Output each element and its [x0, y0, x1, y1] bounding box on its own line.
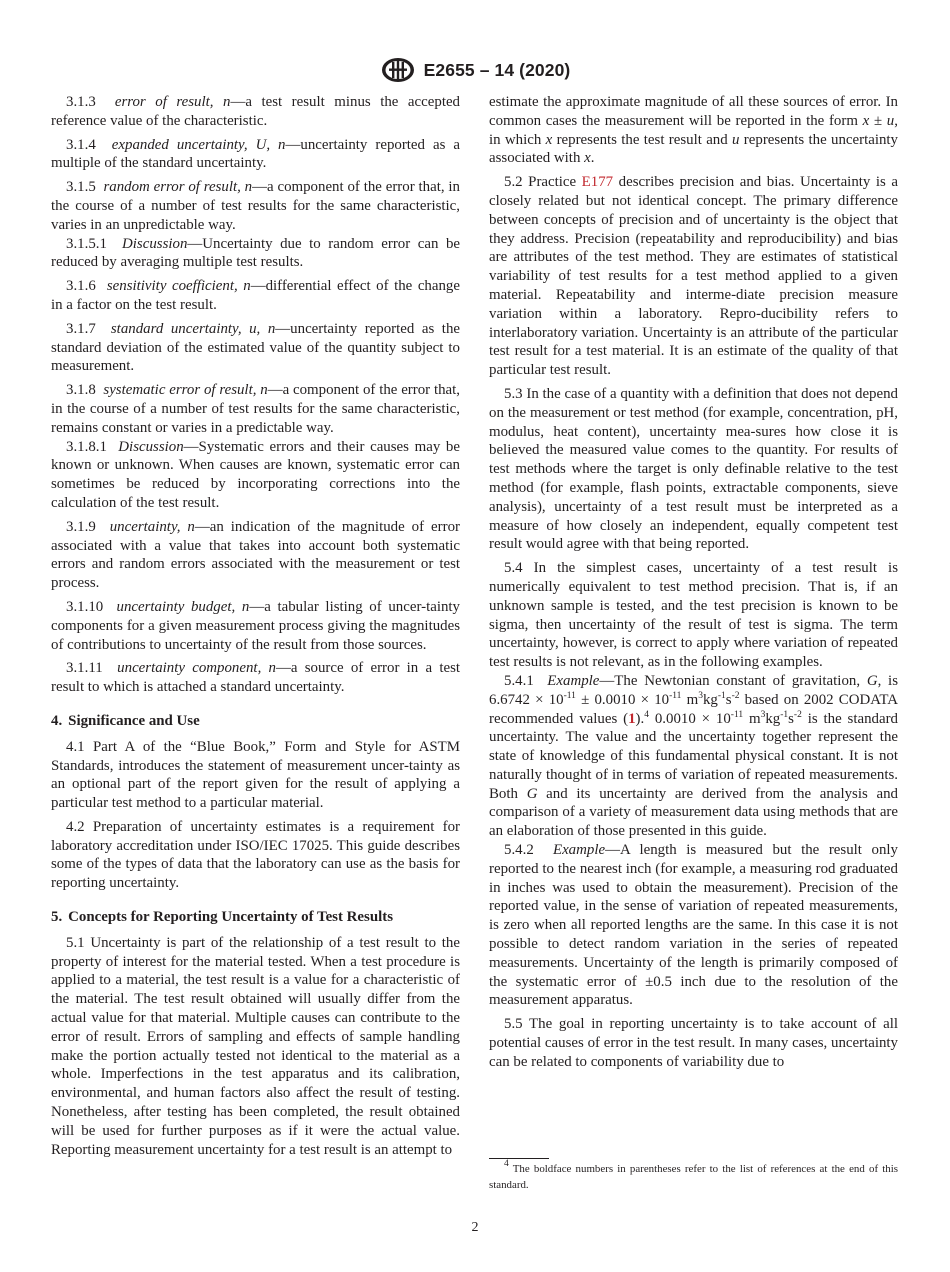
paragraph-5-3: 5.3 In the case of a quantity with a definition that does not depend on the measurement or test method (for example, concentration, pH, modulus, heat content), uncertainty mea-sures how close it is believed the measured value comes to the quantity. For results of test methods where the target is only definable relative to the test method (for example, flash points, extractable components, sieve analysis), uncertainty of a test result must be interpreted as a measure of how closely an independent, equally competent test result would agree with that being reported.: [489, 385, 898, 553]
definition-3-1-6: 3.1.6 sensitivity coefficient, n—differential effect of the change in a factor on the test result.: [51, 278, 460, 313]
paragraph-5-4: 5.4 In the simplest cases, uncertainty of a test result is numerically equivalent to test method precision. That is, if an unknown sample is tested, and the test precision is known to be sigma, then uncertainty of the result of test is sigma. The term uncertainty, however, is correct to apply where variation of repeated test results is not relevant, as in the following examples.: [489, 560, 898, 671]
definition-3-1-8: 3.1.8 systematic error of result, n—a component of the error that, in the course of a number of test results for the same characteristic, remains constant or varies in a predictable way.: [51, 382, 460, 436]
definition-3-1-4: 3.1.4 expanded uncertainty, U, n—uncertainty reported as a multiple of the standard uncertainty.: [51, 136, 460, 172]
left-column: [51, 93, 460, 1159]
definition-3-1-9: 3.1.9 uncertainty, n—an indication of the magnitude of error associated with a value that takes into account both systematic errors and random errors associated with the measurement or test process.: [51, 518, 460, 592]
paragraph-5-1-continued: estimate the approximate magnitude of all these sources of error. In common cases the measurement will be reported in the form x ± u, in which x represents the test result and u represents the uncertainty associated with x.: [489, 94, 899, 167]
paragraph-4-2: 4.2 Preparation of uncertainty estimates is a requirement for laboratory accreditation under ISO/IEC 17025. This guide describes some of the types of data that the laboratory can use as the basis for reporting uncertainty.: [51, 818, 460, 892]
definition-3-1-3: 3.1.3 error of result, n—a test result minus the accepted reference value of the characteristic.: [51, 94, 461, 129]
paragraph-5-4-1: 5.4.1 Example—The Newtonian constant of gravitation, G, is $6.6742 \times 10^{-11} \pm 0.0010 \times 10^{-11}$ $m^3kg^{-1}s^{-2}$ based on 2002 CODATA recommended values (1).$^4$ $0.0010 \times 10^{-11}$ $m^3kg^{-1}s^{-2}$ is the standard uncertainty. The value and the uncertainty together represent the state of knowledge of this fundamental physical constant. It is not naturally thought of in terms of variation of repeated measurements. Both G and its uncertainty are derived from the analysis and comparison of a variety of measurement data using methods that are an elaboration of those presented in this guide.: [489, 672, 899, 840]
definition-3-1-11: 3.1.11 uncertainty component, n—a source of error in a test result to which is attached a standard uncertainty.: [51, 660, 460, 696]
footnote-4-marker: 4: [644, 709, 649, 720]
definition-3-1-10: 3.1.10 uncertainty budget, n—a tabular listing of uncer-tainty components for a given measurement process giving the magnitudes of contributions to uncertainty of the result from those sources.: [51, 598, 460, 653]
definition-3-1-8-1: 3.1.8.1 Discussion—Systematic errors and their causes may be known or unknown. When causes are known, systematic error can sometimes be reduced by incorporating corrections into the calculation of the test result.: [51, 438, 460, 511]
footnote-4: $^4$ The boldface numbers in parentheses refer to the list of references at the end of this standard.: [489, 1159, 898, 1191]
e177-reference-link[interactable]: E177: [581, 174, 614, 191]
definition-3-1-5-1: 3.1.5.1 Discussion—Uncertainty due to random error can be reduced by averaging multiple test results.: [51, 235, 460, 271]
page-number: 2: [471, 1220, 479, 1235]
paragraph-5-2: 5.2 Practice E177 describes precision and bias. Uncertainty is a closely related but not identical concept. The primary difference between concepts of precision and of uncertainty is the object that they address. Precision (repeatability and reproducibility) and bias are attributes of the test method. They are estimates of statistical variability of test results for a test method applied to a given material. Repeatability and interme-diate precision measure variation within a laboratory. Repro-ducibility refers to interlaboratory variation. Uncertainty is an attribute of the particular test result for a test material. It is an estimate of the quality of that particular test result.: [489, 174, 898, 379]
section-5-heading: 5. Concepts for Reporting Uncertainty of Test Results: [51, 909, 393, 926]
astm-logo-icon: [380, 57, 416, 83]
paragraph-5-5: 5.5 The goal in reporting uncertainty is to take account of all potential causes of error in the test result. In many cases, uncertainty can be related to components of variability due to: [489, 1016, 898, 1070]
reference-1-link[interactable]: 1: [628, 710, 636, 727]
section-4-heading: 4. Significance and Use: [51, 712, 200, 729]
paragraph-5-1: 5.1 Uncertainty is part of the relationship of a test result to the property of interest for the material tested. When a test procedure is applied to a material, the test result is a value for a characteristic of the material. The test result obtained will usually differ from the actual value for that material. Multiple causes can contribute to the error of result. Errors of sampling and effects of sample handling make the portion actually tested not identical to the material as a whole. Imperfections in the test apparatus and its calibration, environmental, and human factors also affect the result of testing. Nonetheless, after testing has been completed, the result obtained will be used for further purposes as if it were the actual value. Reporting measurement uncertainty for a test result is an attempt to: [51, 934, 460, 1158]
page-header: [0, 56, 950, 84]
footnote-divider: [489, 1158, 549, 1159]
paragraph-5-4-2: 5.4.2 Example—A length is measured but the result only reported to the nearest inch (for example, a measuring rod graduated in inches was used to obtain the measurement). Precision of the reported value, in the sense of variation of repeated measurements, is zero when all reported lengths are the same. In this case it is not possible to detect random variation in the series of repeated measurements. Uncertainty of the length is primarily composed of the systematic error of ±0.5 inch due to the resolution of the measurement apparatus.: [489, 842, 898, 1009]
paragraph-4-1: 4.1 Part A of the “Blue Book,” Form and Style for ASTM Standards, introduces the statement of measurement uncer-tainty as an optional part of the report given for the result of applying a particular test method to a particular material.: [51, 738, 460, 812]
document-designation: E2655 – 14 (2020): [423, 59, 571, 80]
definition-3-1-5: 3.1.5 random error of result, n—a component of the error that, in the course of a number of test results for the same characteristic, varies in an unpredictable way.: [51, 179, 460, 233]
definition-3-1-7: 3.1.7 standard uncertainty, u, n—uncertainty reported as the standard deviation of the estimated value of the quantity subject to measurement.: [51, 320, 461, 375]
right-column: [489, 93, 898, 1072]
